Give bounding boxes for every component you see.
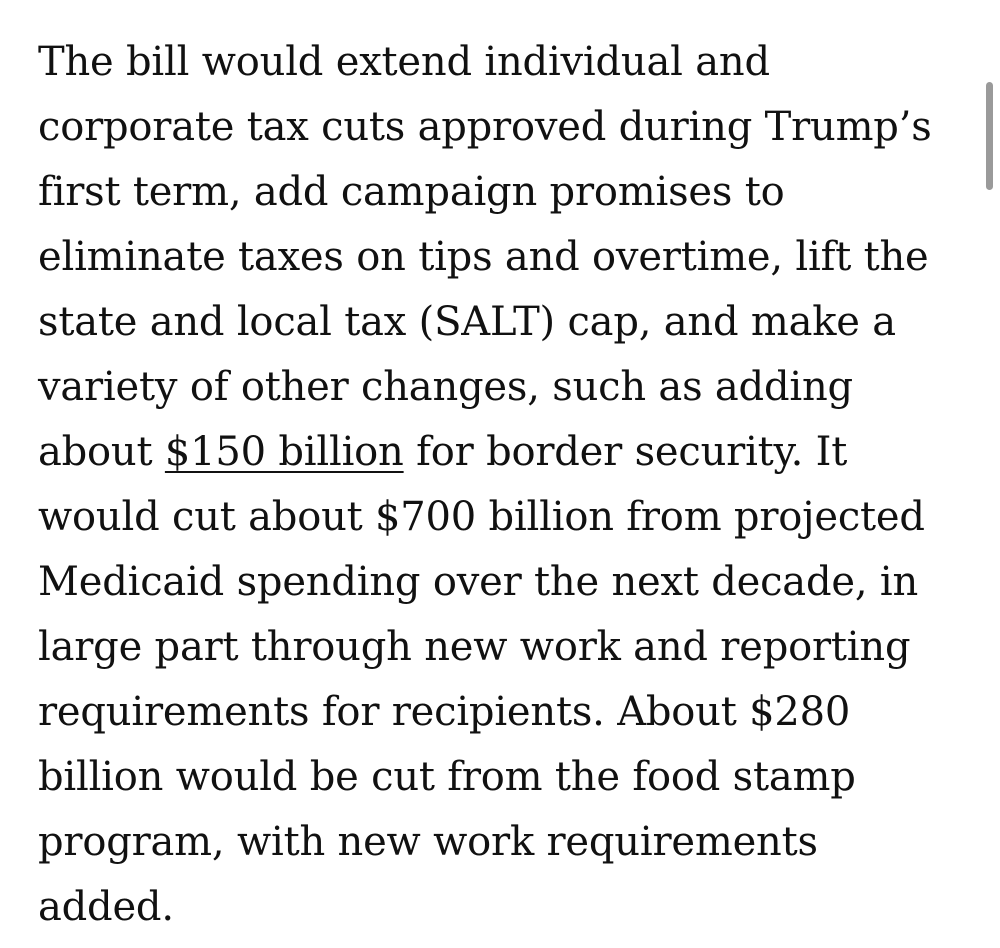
text-line: eliminate taxes on tips and overtime, lift the — [38, 234, 929, 280]
text-line: program, with new work requirements — [38, 819, 818, 865]
scrollbar-thumb[interactable] — [986, 82, 993, 190]
text-line: added. — [38, 884, 174, 930]
text-line: corporate tax cuts approved during Trump’s — [38, 104, 932, 150]
text-line: would cut about $700 billion from projected — [38, 494, 925, 540]
text-fragment: for border security. It — [403, 429, 848, 475]
text-line: Medicaid spending over the next decade, in — [38, 559, 919, 605]
text-line: first term, add campaign promises to — [38, 169, 785, 215]
text-fragment: about — [38, 429, 165, 475]
text-line: requirements for recipients. About $280 — [38, 689, 851, 735]
text-line: variety of other changes, such as adding — [38, 364, 853, 410]
border-security-link[interactable]: $150 billion — [164, 429, 404, 475]
paragraph — [38, 30, 968, 940]
article-body — [38, 30, 968, 940]
text-line: billion would be cut from the food stamp — [38, 754, 856, 800]
text-line: state and local tax (SALT) cap, and make a — [38, 299, 896, 345]
text-line — [38, 420, 968, 485]
text-line: large part through new work and reporting — [38, 624, 911, 670]
text-line: The bill would extend individual and — [38, 39, 770, 85]
